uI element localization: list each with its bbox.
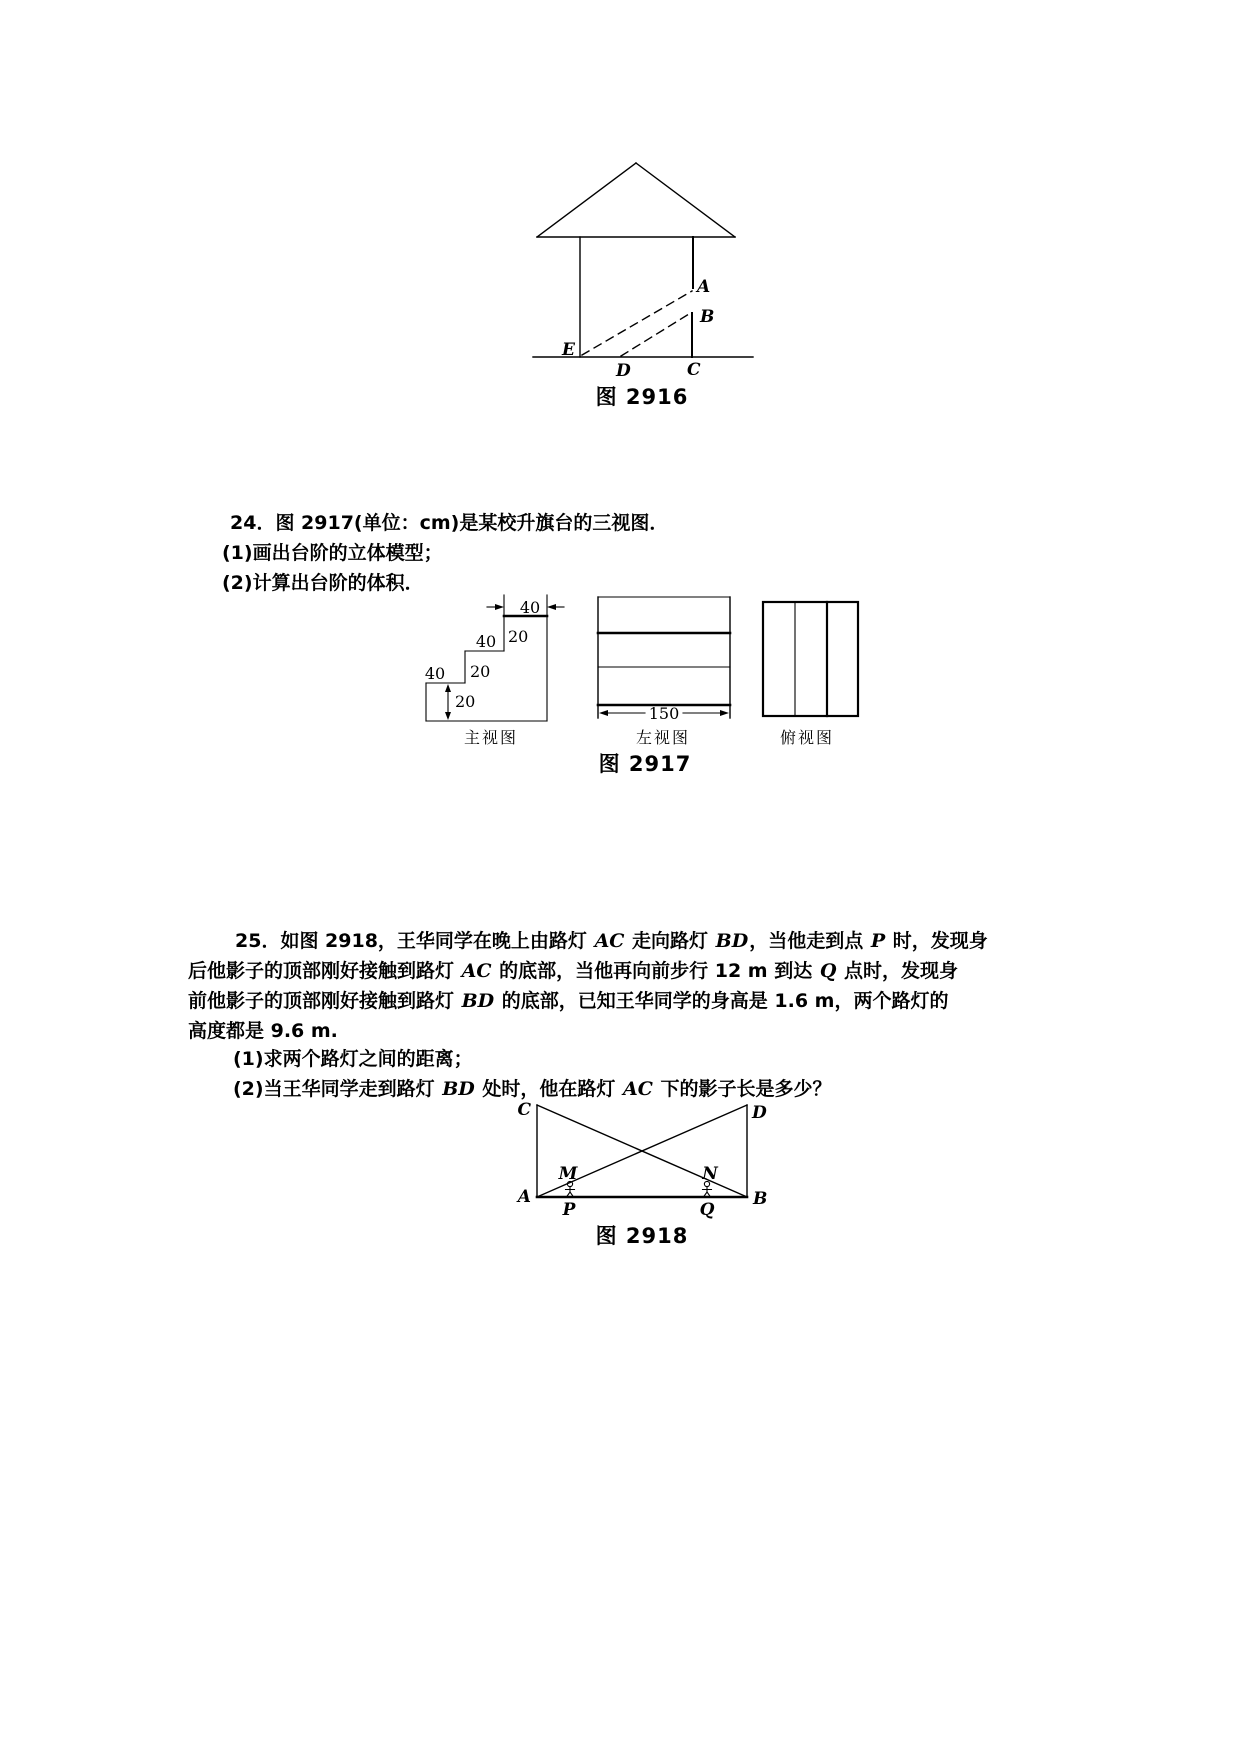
person-P-body (566, 1187, 575, 1198)
question24-line-3: (2)计算出台阶的体积． (222, 572, 424, 594)
question24-line-2: (1)画出台阶的立体模型； (222, 542, 443, 564)
dim-arrow-left-head (495, 604, 504, 610)
dim-40-low: 40 (424, 664, 446, 683)
question25-line-2: 后他影子的顶部刚好接触到路灯 AC 的底部，当他再向前步行 12 m 到达 Q 点时，发现身 (188, 960, 959, 982)
side-view-label: 左视图 (635, 728, 691, 747)
dim-arrow-right-head (547, 604, 556, 610)
point-label-D: D (616, 361, 631, 381)
point-label-A: A (517, 1187, 531, 1207)
roof-left-edge (537, 163, 636, 237)
side-dim-arrow-right (720, 710, 729, 716)
top-view-label: 俯视图 (779, 728, 835, 747)
figure-2916-caption: 图 2916 (595, 385, 689, 409)
point-label-Q: Q (699, 1200, 715, 1220)
roof-right-edge (636, 163, 735, 237)
figure-2916 (440, 120, 785, 390)
point-label-C: C (517, 1100, 531, 1120)
figure-2918 (510, 1090, 780, 1225)
dim-vertical-arrow-up (445, 684, 451, 692)
figure-2917 (415, 590, 870, 755)
front-view-label: 主视图 (463, 728, 519, 747)
point-label-P: P (562, 1200, 576, 1220)
question24-line-1: 24．图 2917(单位：cm)是某校升旗台的三视图． (230, 512, 669, 534)
question25-line-5: (1)求两个路灯之间的距离； (233, 1048, 473, 1070)
dim-vertical-arrow-down (445, 712, 451, 720)
side-dim-arrow-left (599, 710, 608, 716)
question25-line-3: 前他影子的顶部刚好接触到路灯 BD 的底部，已知王华同学的身高是 1.6 m，两个路灯的 (188, 990, 949, 1012)
figure-2918-caption: 图 2918 (595, 1224, 689, 1248)
front-view (425, 595, 564, 747)
question25-line-6: (2)当王华同学走到路灯 BD 处时，他在路灯 AC 下的影子长是多少？ (233, 1078, 832, 1100)
dim-40-top: 40 (519, 598, 541, 617)
side-view (598, 597, 730, 747)
point-label-D: D (752, 1103, 767, 1123)
top-view-outline (763, 602, 858, 716)
point-label-M: M (558, 1164, 578, 1184)
point-label-N: N (702, 1164, 718, 1184)
point-label-A: A (697, 277, 711, 297)
dim-20-mid: 20 (470, 662, 491, 681)
point-label-C: C (687, 360, 701, 380)
figure-2917-caption: 图 2917 (598, 752, 692, 776)
house-roof (537, 163, 735, 237)
dim-150: 150 (648, 704, 680, 723)
dim-20-low: 20 (455, 692, 476, 711)
dim-40-mid: 40 (475, 632, 497, 651)
person-Q-body (703, 1187, 712, 1198)
dim-20-top: 20 (508, 627, 529, 646)
top-view (763, 602, 858, 747)
point-label-B: B (700, 307, 715, 327)
question25-line-4: 高度都是 9.6 m. (188, 1020, 338, 1042)
question25-line-1: 25．如图 2918，王华同学在晚上由路灯 AC 走向路灯 BD，当他走到点 P 时，发现身 (235, 930, 988, 952)
point-label-B: B (753, 1189, 768, 1209)
point-label-E: E (562, 340, 575, 360)
dashed-line-DB (621, 314, 689, 356)
